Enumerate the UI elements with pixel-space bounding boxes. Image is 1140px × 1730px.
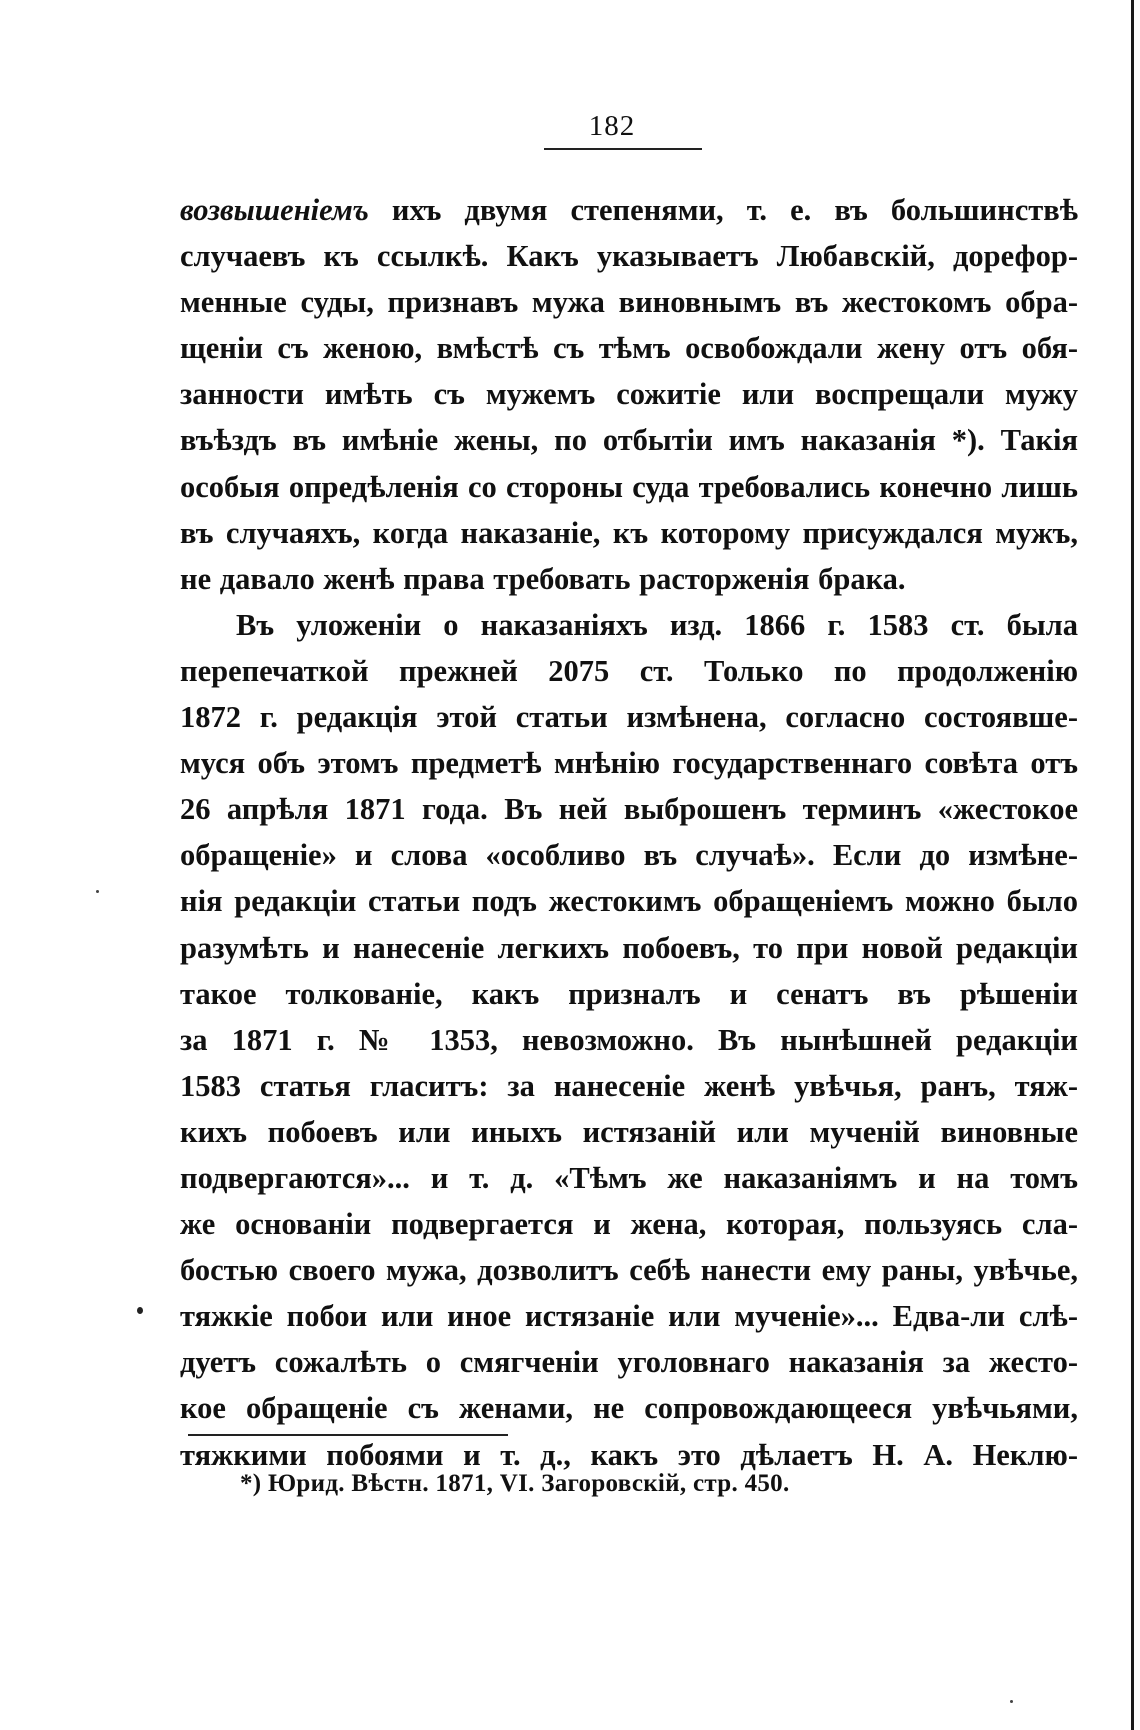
text-line: муся объ этомъ предметѣ мнѣнію государственнаго совѣта отъ: [180, 746, 1078, 781]
margin-mark: [137, 1307, 143, 1314]
text-line: 1872 г. редакція этой статьи измѣнена, согласно состоявше-: [180, 700, 1078, 735]
text-line: тяжкіе побои или иное истязаніе или мученіе»... Едва-ли слѣ-: [180, 1299, 1078, 1334]
text-line: въ случаяхъ, когда наказаніе, къ которому присуждался мужъ,: [180, 515, 1078, 550]
page-number-rule: [544, 148, 702, 150]
speck-mark: [1010, 1700, 1013, 1703]
text-line: тяжкими побоями и т. д., какъ это дѣлаетъ Н. А. Неклю-: [180, 1437, 1078, 1472]
text-line: занности имѣть съ мужемъ сожитіе или воспрещали мужу: [180, 377, 1078, 412]
text-line: же основаніи подвергается и жена, которая, пользуясь сла-: [180, 1207, 1078, 1242]
paragraph-first-line: Въ уложеніи о наказаніяхъ изд. 1866 г. 1583 ст. была: [236, 607, 1078, 642]
body-text: [180, 187, 1078, 1478]
footnote-rule: [188, 1434, 508, 1436]
text-line: разумѣть и нанесеніе легкихъ побоевъ, то при новой редакціи: [180, 930, 1078, 965]
text-line: случаевъ къ ссылкѣ. Какъ указываетъ Любавскій, дорефор-: [180, 239, 1078, 274]
text-line: подвергаются»... и т. д. «Тѣмъ же наказаніямъ и на томъ: [180, 1160, 1078, 1195]
footnote: *) Юрид. Вѣстн. 1871, VI. Загоровскій, стр. 450.: [240, 1470, 790, 1497]
text-line: возвышеніемъ ихъ двумя степенями, т. е. въ большинствѣ: [180, 193, 1078, 227]
speck-mark: [96, 890, 99, 893]
text-line: бостью своего мужа, дозволитъ себѣ нанести ему раны, увѣчье,: [180, 1253, 1078, 1288]
text-line: обращеніе» и слова «особливо въ случаѣ». Если до измѣне-: [180, 838, 1078, 873]
text-line: дуетъ сожалѣть о смягченіи уголовнаго наказанія за жесто-: [180, 1345, 1078, 1380]
text-line: щеніи съ женою, вмѣстѣ съ тѣмъ освобождали жену отъ обя-: [180, 331, 1078, 366]
text-line: такое толкованіе, какъ призналъ и сенатъ въ рѣшеніи: [180, 976, 1078, 1011]
text-line: особыя опредѣленія со стороны суда требовались конечно лишь: [180, 469, 1078, 504]
text-line: въѣздъ въ имѣніе жены, по отбытіи имъ наказанія *). Такія: [180, 423, 1078, 458]
text-line: 26 апрѣля 1871 года. Въ ней выброшенъ терминъ «жестокое: [180, 792, 1078, 827]
paragraph-last-line: не давало женѣ права требовать расторженія брака.: [180, 561, 906, 596]
text-line: кое обращеніе съ женами, не сопровождающееся увѣчьями,: [180, 1391, 1078, 1426]
text-line: за 1871 г. № 1353, невозможно. Въ нынѣшней редакціи: [180, 1022, 1078, 1057]
page-edge-rule: [1131, 0, 1134, 1730]
text-line: перепечаткой прежней 2075 ст. Только по продолженію: [180, 653, 1078, 688]
page-number: 182: [588, 110, 636, 142]
text-line: менные суды, признавъ мужа виновнымъ въ жестокомъ обра-: [180, 285, 1078, 320]
text-line: нія редакціи статьи подъ жестокимъ обращеніемъ можно было: [180, 884, 1078, 919]
text-line: кихъ побоевъ или иныхъ истязаній или мученій виновные: [180, 1114, 1078, 1149]
text-line: 1583 статья гласитъ: за нанесеніе женѣ увѣчья, ранъ, тяж-: [180, 1068, 1078, 1103]
emphasized-word: возвышеніемъ: [180, 193, 369, 227]
